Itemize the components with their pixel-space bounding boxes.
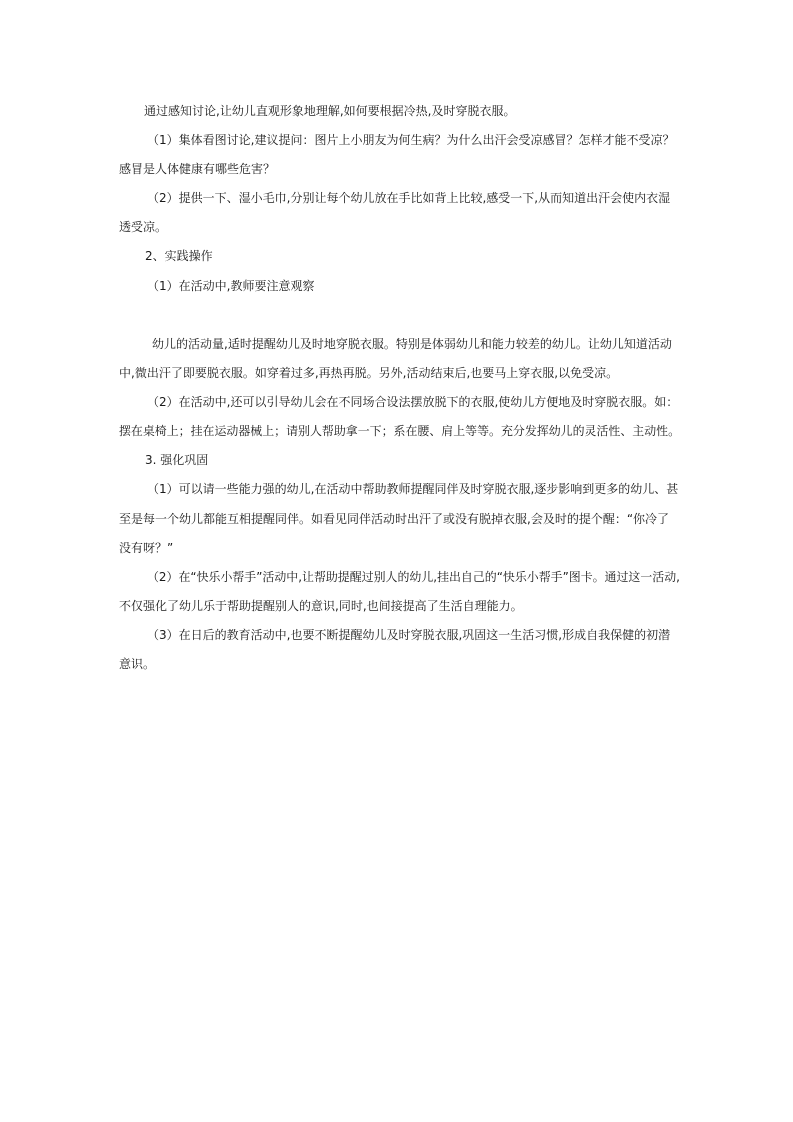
paragraph-reinforce-item-3-line-2: 意识。 [119, 657, 156, 671]
paragraph-reinforce-item-1-line-3: 没有呀？” [119, 541, 174, 555]
paragraph-practice-item-1-line-1: （1）在活动中,教师要注意观察 [147, 279, 315, 293]
paragraph-reinforce-item-1-line-1: （1）可以请一些能力强的幼儿,在活动中帮助教师提醒同伴及时穿脱衣服,逐步影响到更多的幼儿、甚 [147, 482, 679, 496]
paragraph-practice-item-2-line-2: 摆在桌椅上；挂在运动器械上；请别人帮助拿一下；系在腰、肩上等等。充分发挥幼儿的灵活性、主动性。 [119, 424, 681, 438]
paragraph-item-2-line-2: 透受凉。 [119, 220, 168, 234]
paragraph-reinforce-item-2-line-1: （2）在“快乐小帮手”活动中,让帮助提醒过别人的幼儿,挂出自己的“快乐小帮手”图卡。通过这一活动, [147, 570, 680, 584]
section-heading-practice: 2、实践操作 [145, 249, 213, 263]
paragraph-practice-item-1-line-2: 幼儿的活动量,适时提醒幼儿及时地穿脱衣服。特别是体弱幼儿和能力较差的幼儿。让幼儿知道活动 [152, 337, 672, 351]
paragraph-reinforce-item-2-line-2: 不仅强化了幼儿乐于帮助提醒别人的意识,同时,也间接提高了生活自理能力。 [119, 599, 523, 613]
paragraph-item-2-line-1: （2）提供一下、湿小毛巾,分别让每个幼儿放在手比如背上比较,感受一下,从而知道出汗会使内衣湿 [147, 191, 671, 205]
paragraph-reinforce-item-1-line-2: 至是每一个幼儿都能互相提醒同伴。如看见同伴活动时出汗了或没有脱掉衣服,会及时的提个醒：“你冷了 [119, 512, 670, 526]
paragraph-practice-item-1-line-3: 中,微出汗了即要脱衣服。如穿着过多,再热再脱。另外,活动结束后,也要马上穿衣服,以免受凉。 [119, 366, 619, 380]
paragraph-practice-item-2-line-1: （2）在活动中,还可以引导幼儿会在不同场合设法摆放脱下的衣服,使幼儿方便地及时穿脱衣服。如： [147, 395, 679, 409]
paragraph-item-1-line-2: 感冒是人体健康有哪些危害？ [119, 162, 276, 176]
paragraph-reinforce-item-3-line-1: （3）在日后的教育活动中,也要不断提醒幼儿及时穿脱衣服,巩固这一生活习惯,形成自我保健的初潜 [147, 628, 671, 642]
paragraph-intro-line-1: 通过感知讨论,让幼儿直观形象地理解,如何要根据冷热,及时穿脱衣服。 [144, 104, 516, 118]
section-heading-reinforce: 3. 强化巩固 [145, 453, 209, 467]
paragraph-item-1-line-1: （1）集体看图讨论,建议提问：图片上小朋友为何生病？为什么出汗会受凉感冒？怎样才能不受凉？ [147, 133, 675, 147]
